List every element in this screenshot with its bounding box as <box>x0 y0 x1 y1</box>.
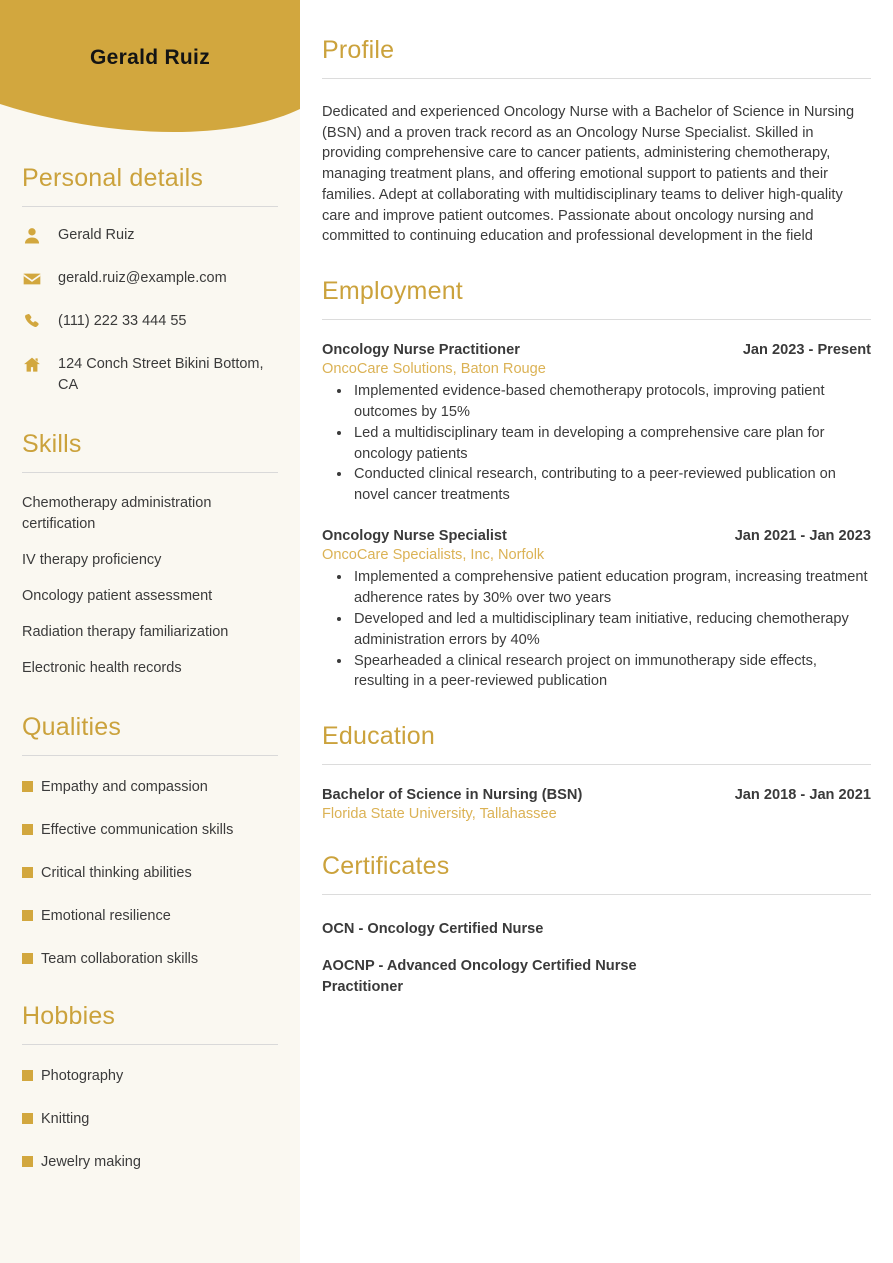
employment-title: Employment <box>322 277 463 306</box>
skill-item: Oncology patient assessment <box>22 588 213 605</box>
contact-row-phone <box>22 311 278 332</box>
header-curve-shape <box>0 0 300 150</box>
certificate-item: OCN - Oncology Certified Nurse <box>322 921 544 938</box>
contact-list <box>22 225 278 396</box>
hobby-item <box>22 1067 278 1086</box>
square-bullet-icon <box>22 953 33 964</box>
certificate-item: AOCNP - Advanced Oncology Certified Nurse Practitioner <box>322 958 637 996</box>
contact-email-text: gerald.ruiz@example.com <box>58 270 227 287</box>
certificates-section <box>322 852 871 998</box>
hobbies-list <box>22 1067 278 1172</box>
contact-name-text: Gerald Ruiz <box>58 227 135 243</box>
square-bullet-icon <box>22 824 33 835</box>
skills-list <box>22 493 278 679</box>
skill-item: Chemotherapy administration certification <box>22 495 212 533</box>
certificates-list <box>322 919 871 998</box>
school-name: Florida State University, Tallahassee <box>322 806 557 823</box>
quality-text: Effective communication skills <box>41 822 234 839</box>
job-entry <box>322 528 871 692</box>
skill-item: Radiation therapy familiarization <box>22 624 229 641</box>
divider <box>322 894 871 895</box>
hobby-text: Photography <box>41 1068 124 1085</box>
job-dates: Jan 2021 - Jan 2023 <box>734 528 871 545</box>
divider <box>22 755 278 756</box>
profile-title: Profile <box>322 36 395 64</box>
main-column <box>300 0 893 1263</box>
job-company: OncoCare Solutions, Baton Rouge <box>322 361 546 378</box>
home-icon <box>22 355 42 375</box>
hobby-item <box>22 1153 278 1172</box>
job-bullet: • Implemented a comprehensive patient education program, increasing treatment adherence rates by 30% over two years <box>352 567 871 609</box>
sidebar <box>0 0 300 1263</box>
qualities-title: Qualities <box>22 713 122 742</box>
job-company: OncoCare Specialists, Inc, Norfolk <box>322 547 545 564</box>
hobby-text: Knitting <box>41 1111 90 1128</box>
job-bullet: • Conducted clinical research, contributing to a peer-reviewed publication on novel cancer treatments <box>352 464 871 506</box>
quality-item <box>22 778 278 797</box>
education-head <box>322 787 871 803</box>
quality-text: Emotional resilience <box>41 907 171 924</box>
job-bullets <box>322 567 871 692</box>
education-title: Education <box>322 722 435 751</box>
job-bullet: • Spearheaded a clinical research project on immunotherapy side effects, resulting in a peer-reviewed publication <box>352 651 871 693</box>
hobby-text: Jewelry making <box>41 1154 141 1171</box>
quality-text: Team collaboration skills <box>41 950 199 967</box>
contact-row-name <box>22 225 278 246</box>
job-title: Oncology Nurse Specialist <box>322 528 507 545</box>
job-entry <box>322 342 871 506</box>
hobby-item <box>22 1110 278 1129</box>
divider <box>22 1044 278 1045</box>
employment-section <box>322 277 871 692</box>
profile-text: Dedicated and experienced Oncology Nurse with a Bachelor of Science in Nursing (BSN) and a proven track record as an Oncology Nurse Specialist. Skilled in providing comprehensive care to cancer patients, administering chemotherapy, managing treatment plans, and offering emotional support to patients and their families. Adept at collaborating with multidisciplinary teams to deliver high-quality care and improve patient outcomes. Passionate about oncology nursing and committed to continuing education and professional development in the field <box>322 104 855 245</box>
personal-details-section <box>22 164 278 396</box>
job-bullet: • Developed and led a multidisciplinary team initiative, reducing chemotherapy administration errors by 40% <box>352 609 871 651</box>
square-bullet-icon <box>22 910 33 921</box>
square-bullet-icon <box>22 781 33 792</box>
contact-phone-text: (111) 222 33 444 55 <box>58 313 187 330</box>
education-entry <box>322 787 871 822</box>
degree-title: Bachelor of Science in Nursing (BSN) <box>322 787 583 804</box>
profile-section <box>322 36 871 247</box>
qualities-list <box>22 778 278 968</box>
job-bullet: • Led a multidisciplinary team in developing a comprehensive care plan for oncology patients <box>352 423 871 465</box>
person-icon <box>22 226 42 246</box>
divider <box>22 206 278 207</box>
square-bullet-icon <box>22 1113 33 1124</box>
certificates-title: Certificates <box>322 852 450 881</box>
quality-text: Critical thinking abilities <box>41 864 192 881</box>
job-dates: Jan 2023 - Present <box>742 342 871 359</box>
job-bullet: • Implemented evidence-based chemotherapy protocols, improving patient outcomes by 15% <box>352 381 871 423</box>
skill-item: Electronic health records <box>22 660 182 677</box>
qualities-section <box>22 713 278 968</box>
skills-title: Skills <box>22 430 82 459</box>
email-icon <box>22 269 42 289</box>
education-section <box>322 722 871 822</box>
job-head <box>322 528 871 544</box>
sidebar-header <box>0 0 300 150</box>
square-bullet-icon <box>22 1070 33 1081</box>
skills-section <box>22 430 278 679</box>
education-dates: Jan 2018 - Jan 2021 <box>734 787 871 804</box>
candidate-name: Gerald Ruiz <box>90 46 210 69</box>
contact-address-text: 124 Conch Street Bikini Bottom, CA <box>58 356 264 394</box>
quality-item <box>22 864 278 883</box>
contact-row-address <box>22 354 278 396</box>
quality-item <box>22 821 278 840</box>
quality-item <box>22 950 278 969</box>
divider <box>322 764 871 765</box>
divider <box>22 472 278 473</box>
skill-item: IV therapy proficiency <box>22 552 162 569</box>
quality-text: Empathy and compassion <box>41 779 208 796</box>
contact-row-email <box>22 268 278 289</box>
job-bullets <box>322 381 871 506</box>
hobbies-title: Hobbies <box>22 1002 116 1031</box>
quality-item <box>22 907 278 926</box>
divider <box>322 319 871 320</box>
personal-details-title: Personal details <box>22 164 204 192</box>
job-title: Oncology Nurse Practitioner <box>322 342 520 359</box>
job-head <box>322 342 871 358</box>
phone-icon <box>22 312 42 332</box>
square-bullet-icon <box>22 1156 33 1167</box>
hobbies-section <box>22 1002 278 1172</box>
divider <box>322 78 871 79</box>
square-bullet-icon <box>22 867 33 878</box>
